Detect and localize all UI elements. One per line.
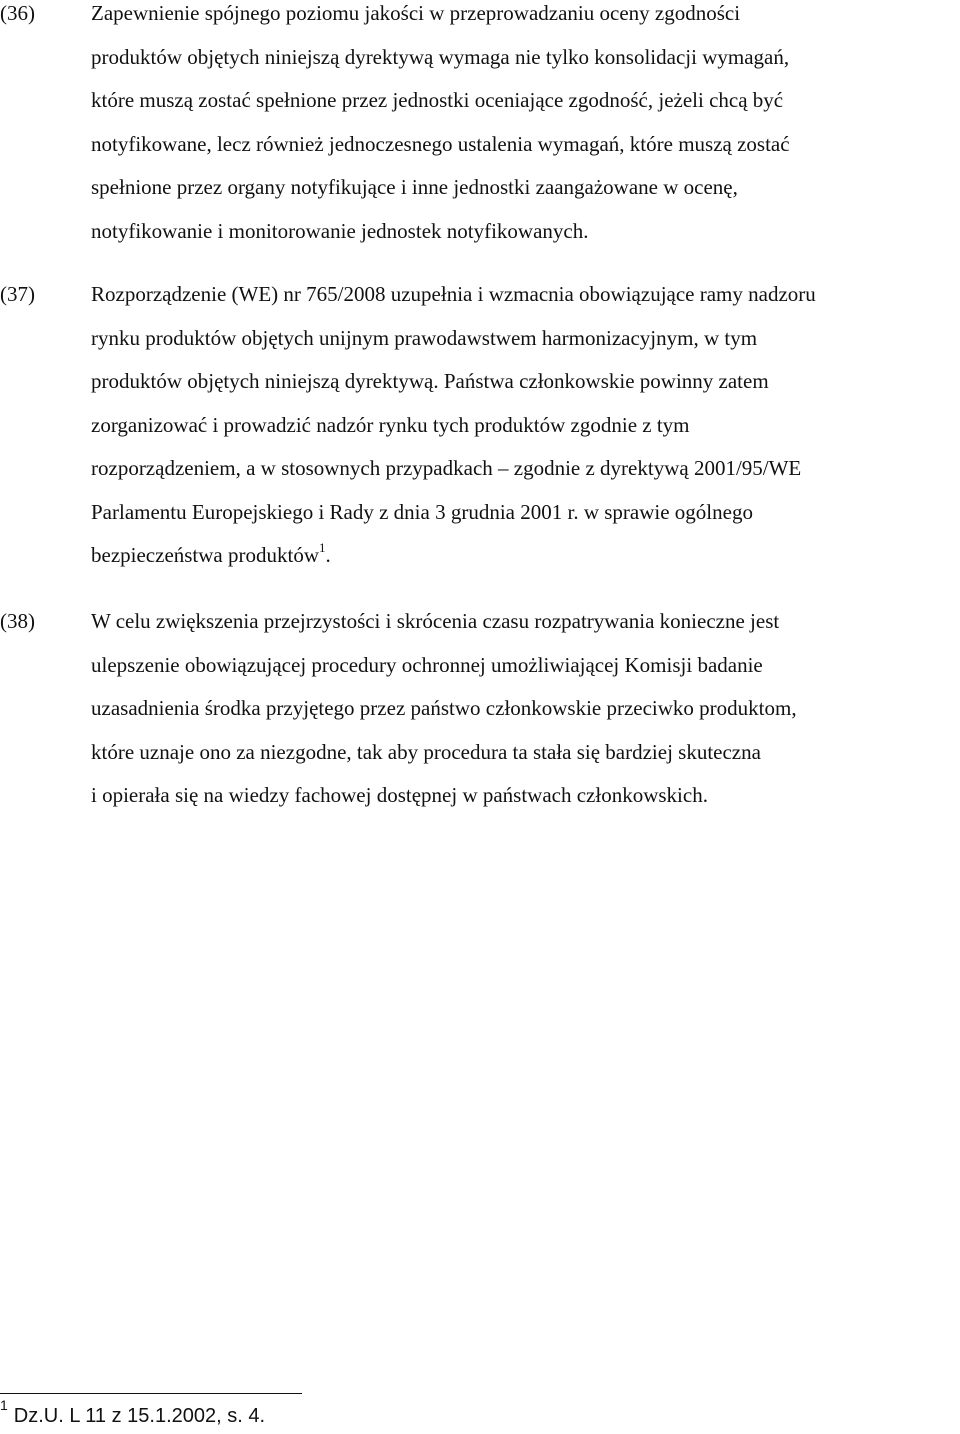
footnote bbox=[0, 1398, 265, 1434]
text-line: uzasadnienia środka przyjętego przez państwo członkowskie przeciwko produktom, bbox=[91, 696, 797, 720]
text-line: spełnione przez organy notyfikujące i inne jednostki zaangażowane w ocenę, bbox=[91, 175, 738, 199]
recital-text bbox=[91, 0, 960, 253]
text-line: rozporządzeniem, a w stosownych przypadkach – zgodnie z dyrektywą 2001/95/WE bbox=[91, 456, 802, 480]
recital-text bbox=[91, 273, 960, 578]
text-line: i opierała się na wiedzy fachowej dostępnej w państwach członkowskich. bbox=[91, 783, 708, 807]
text-line: zorganizować i prowadzić nadzór rynku tych produktów zgodnie z tym bbox=[91, 412, 690, 437]
text-line: które uznaje ono za niezgodne, tak aby procedura ta stała się bardziej skuteczna bbox=[91, 739, 761, 764]
footnote-text: Dz.U. L 11 z 15.1.2002, s. 4. bbox=[13, 1405, 266, 1427]
text-line bbox=[91, 534, 960, 578]
footnote-number: 1 bbox=[0, 1397, 8, 1414]
text-line: produktów objętych niniejszą dyrektywą. Państwa członkowskie powinny zatem bbox=[91, 369, 769, 393]
text-line: notyfikowane, lecz również jednoczesnego ustalenia wymagań, które muszą zostać bbox=[91, 131, 790, 156]
recital-number: (38) bbox=[0, 609, 35, 633]
text-line: notyfikowanie i monitorowanie jednostek notyfikowanych. bbox=[91, 218, 589, 243]
text-line: W celu zwiększenia przejrzystości i skrócenia czasu rozpatrywania konieczne jest bbox=[91, 609, 780, 633]
text-line: Zapewnienie spójnego poziomu jakości w przeprowadzaniu oceny zgodności bbox=[91, 1, 741, 25]
recital-text bbox=[91, 600, 960, 818]
text-line: które muszą zostać spełnione przez jednostki oceniające zgodność, jeżeli chcą być bbox=[91, 88, 784, 112]
footnote-divider bbox=[0, 1393, 302, 1394]
recital-number: (37) bbox=[0, 282, 35, 306]
text-line: ulepszenie obowiązującej procedury ochronnej umożliwiającej Komisji badanie bbox=[91, 652, 763, 677]
text-line: rynku produktów objętych unijnym prawodawstwem harmonizacyjnym, w tym bbox=[91, 325, 758, 350]
footnote-reference[interactable]: 1 bbox=[319, 540, 326, 555]
text-line-content: bezpieczeństwa produktów bbox=[91, 543, 319, 567]
sentence-end: . bbox=[325, 543, 331, 567]
text-line: produktów objętych niniejszą dyrektywą wymaga nie tylko konsolidacji wymagań, bbox=[91, 44, 790, 69]
recital-number: (36) bbox=[0, 1, 35, 25]
text-line: Parlamentu Europejskiego i Rady z dnia 3 grudnia 2001 r. w sprawie ogólnego bbox=[91, 499, 753, 524]
text-line: Rozporządzenie (WE) nr 765/2008 uzupełnia i wzmacnia obowiązujące ramy nadzoru bbox=[91, 282, 816, 306]
